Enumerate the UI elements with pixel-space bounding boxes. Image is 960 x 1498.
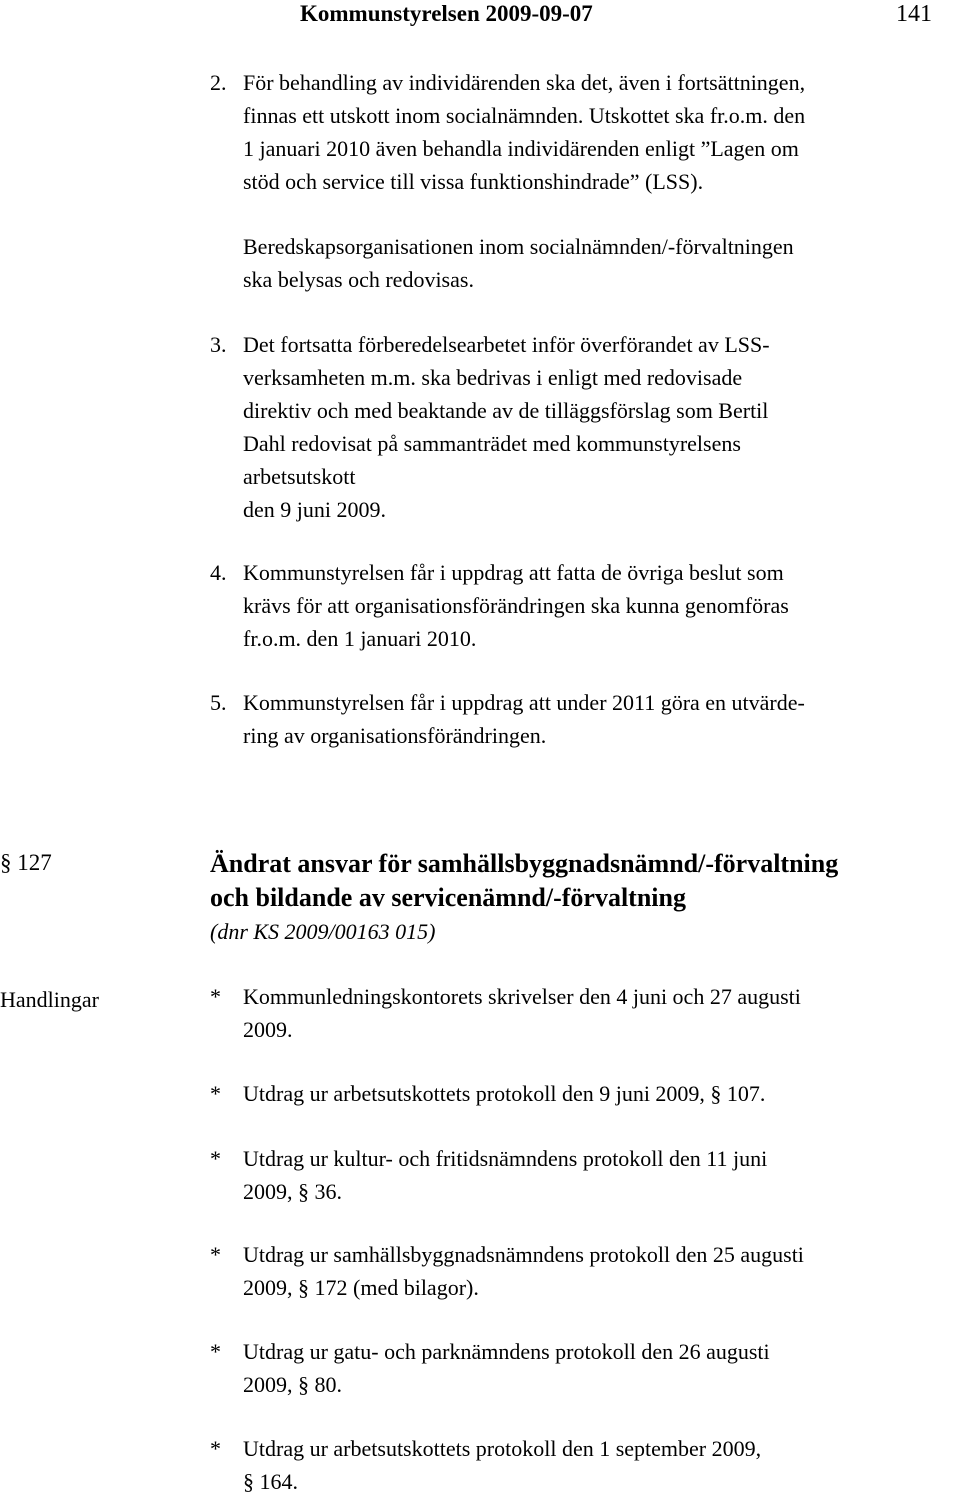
section-dnr: (dnr KS 2009/00163 015) — [210, 919, 436, 944]
list-item-text — [243, 980, 955, 1046]
decision-number: 3. — [210, 332, 227, 357]
section-title-line: Ändrat ansvar för samhällsbyggnadsnämnd/-förvaltning — [210, 849, 839, 878]
text-line: Utdrag ur kultur- och fritidsnämndens protokoll den 11 juni — [243, 1146, 768, 1171]
text-line: finnas ett utskott inom socialnämnden. Utskottet ska fr.o.m. den — [243, 103, 806, 128]
text-line: direktiv och med beaktande av de tilläggsförslag som Bertil — [243, 398, 769, 423]
bullet: * — [210, 984, 221, 1009]
text-line: Kommunstyrelsen får i uppdrag att under 2011 göra en utvärde- — [243, 690, 805, 715]
bullet: * — [210, 1146, 221, 1171]
decision-text — [243, 230, 955, 296]
text-line: den 9 juni 2009. — [243, 497, 386, 522]
text-line: § 164. — [243, 1469, 298, 1494]
list-item-text — [243, 1432, 955, 1498]
page-number: 141 — [896, 1, 932, 27]
list-item-text — [243, 1142, 955, 1208]
text-line: 1 januari 2010 även behandla individärenden enligt ”Lagen om — [243, 136, 799, 161]
bullet: * — [210, 1436, 221, 1461]
text-line: 2009. — [243, 1017, 293, 1042]
decision-text — [243, 556, 955, 655]
list-item-text — [243, 1077, 955, 1110]
decision-text — [243, 686, 955, 752]
text-line: 2009, § 172 (med bilagor). — [243, 1275, 479, 1300]
text-line: Kommunledningskontorets skrivelser den 4 juni och 27 augusti — [243, 984, 801, 1009]
text-line: Utdrag ur arbetsutskottets protokoll den 9 juni 2009, § 107. — [243, 1081, 766, 1106]
text-line: 2009, § 36. — [243, 1179, 342, 1204]
bullet: * — [210, 1242, 221, 1267]
section-title — [210, 847, 955, 915]
text-line: fr.o.m. den 1 januari 2010. — [243, 626, 477, 651]
text-line: ska belysas och redovisas. — [243, 267, 474, 292]
text-line: arbetsutskott — [243, 464, 356, 489]
bullet: * — [210, 1339, 221, 1364]
list-item-text — [243, 1335, 955, 1401]
text-line: stöd och service till vissa funktionshindrade” (LSS). — [243, 169, 704, 194]
decision-text — [243, 328, 955, 526]
decision-number: 2. — [210, 70, 227, 95]
text-line: verksamheten m.m. ska bedrivas i enligt med redovisade — [243, 365, 743, 390]
documents-label: Handlingar — [0, 987, 99, 1012]
text-line: Det fortsatta förberedelsearbetet inför överförandet av LSS- — [243, 332, 770, 357]
section-title-line: och bildande av servicenämnd/-förvaltning — [210, 883, 686, 912]
bullet: * — [210, 1081, 221, 1106]
decision-number: 5. — [210, 690, 227, 715]
text-line: Beredskapsorganisationen inom socialnämnden/-förvaltningen — [243, 234, 794, 259]
list-item-text — [243, 1238, 955, 1304]
decision-text — [243, 66, 955, 198]
text-line: Dahl redovisat på sammanträdet med kommunstyrelsens — [243, 431, 741, 456]
text-line: Kommunstyrelsen får i uppdrag att fatta de övriga beslut som — [243, 560, 784, 585]
header-title: Kommunstyrelsen 2009-09-07 — [300, 1, 593, 26]
text-line: ring av organisationsförändringen. — [243, 723, 547, 748]
text-line: Utdrag ur samhällsbyggnadsnämndens protokoll den 25 augusti — [243, 1242, 804, 1267]
section-number: § 127 — [0, 850, 52, 875]
text-line: För behandling av individärenden ska det, även i fortsättningen, — [243, 70, 806, 95]
text-line: krävs för att organisationsförändringen ska kunna genomföras — [243, 593, 789, 618]
decision-number: 4. — [210, 560, 227, 585]
text-line: 2009, § 80. — [243, 1372, 342, 1397]
text-line: Utdrag ur gatu- och parknämndens protokoll den 26 augusti — [243, 1339, 770, 1364]
text-line: Utdrag ur arbetsutskottets protokoll den 1 september 2009, — [243, 1436, 762, 1461]
